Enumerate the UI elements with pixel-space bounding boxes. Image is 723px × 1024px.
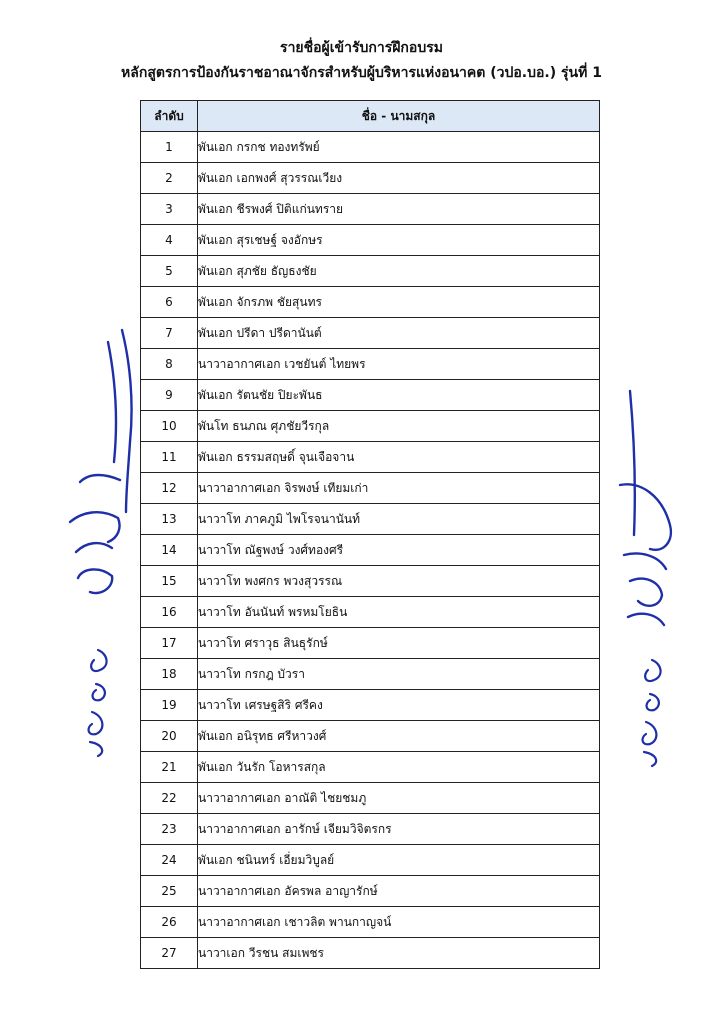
row-full-name: นาวาอากาศเอก อารักษ์ เจียมวิจิตรกร: [198, 814, 600, 845]
row-order-number: 3: [141, 194, 198, 225]
table-row: [141, 225, 600, 256]
row-order-number: 12: [141, 473, 198, 504]
row-order-number: 11: [141, 442, 198, 473]
row-full-name: นาวาเอก วีรชน สมเพชร: [198, 938, 600, 969]
table-row: [141, 504, 600, 535]
table-row: [141, 194, 600, 225]
row-order-number: 2: [141, 163, 198, 194]
table-row: [141, 783, 600, 814]
row-order-number: 1: [141, 132, 198, 163]
right-handwritten-signature: [600, 385, 690, 645]
row-order-number: 13: [141, 504, 198, 535]
row-full-name: นาวาอากาศเอก จิรพงษ์ เทียมเก่า: [198, 473, 600, 504]
table-row: [141, 721, 600, 752]
left-handwritten-signature: [60, 322, 140, 622]
table-row: [141, 411, 600, 442]
table-row: [141, 659, 600, 690]
row-full-name: นาวาอากาศเอก อาณัติ ไชยชมภู: [198, 783, 600, 814]
row-full-name: นาวาโท พงศกร พวงสุวรรณ: [198, 566, 600, 597]
table-row: [141, 163, 600, 194]
left-signature-date: [62, 640, 134, 760]
row-full-name: นาวาโท อันนันท์ พรหมโยธิน: [198, 597, 600, 628]
row-full-name: พันเอก รัตนชัย ปิยะพันธ: [198, 380, 600, 411]
document-subtitle: หลักสูตรการป้องกันราชอาณาจักรสำหรับผู้บริหารแห่งอนาคต (วปอ.บอ.) รุ่นที่ 1: [121, 65, 602, 81]
row-order-number: 6: [141, 287, 198, 318]
row-full-name: นาวาโท กรกฎ บัวรา: [198, 659, 600, 690]
table-row: [141, 907, 600, 938]
row-order-number: 20: [141, 721, 198, 752]
right-signature-date: [616, 650, 686, 770]
table-row: [141, 535, 600, 566]
row-full-name: พันเอก อนิรุทธ ศรีหาวงศ์: [198, 721, 600, 752]
table-body: [141, 132, 600, 969]
right-date-ink: [616, 650, 686, 770]
row-order-number: 27: [141, 938, 198, 969]
row-full-name: พันเอก กรกช ทองทรัพย์: [198, 132, 600, 163]
row-full-name: นาวาโท เศรษฐสิริ ศรีคง: [198, 690, 600, 721]
table-row: [141, 132, 600, 163]
row-full-name: พันเอก ชนินทร์ เอี่ยมวิบูลย์: [198, 845, 600, 876]
table-row: [141, 845, 600, 876]
table-row: [141, 442, 600, 473]
row-order-number: 16: [141, 597, 198, 628]
table-row: [141, 349, 600, 380]
row-full-name: นาวาโท ณัฐพงษ์ วงศ์ทองศรี: [198, 535, 600, 566]
table-row: [141, 256, 600, 287]
row-order-number: 7: [141, 318, 198, 349]
row-order-number: 19: [141, 690, 198, 721]
row-full-name: นาวาอากาศเอก เชาวลิต พานกาญจน์: [198, 907, 600, 938]
row-full-name: พันเอก สุภชัย ธัญธงชัย: [198, 256, 600, 287]
participant-table: [140, 100, 600, 969]
document-title: รายชื่อผู้เข้ารับการฝึกอบรม: [280, 40, 443, 56]
row-order-number: 5: [141, 256, 198, 287]
table-row: [141, 597, 600, 628]
row-full-name: นาวาอากาศเอก เวชยันต์ ไทยพร: [198, 349, 600, 380]
row-full-name: พันเอก ธรรมสฤษดิ์ จุนเจือจาน: [198, 442, 600, 473]
row-order-number: 21: [141, 752, 198, 783]
table-row: [141, 690, 600, 721]
header-full-name: ชื่อ - นามสกุล: [198, 101, 600, 132]
row-order-number: 26: [141, 907, 198, 938]
row-full-name: นาวาอากาศเอก อัครพล อาญารักษ์: [198, 876, 600, 907]
table-row: [141, 938, 600, 969]
row-full-name: พันเอก สุรเชษฐ์ จงอักษร: [198, 225, 600, 256]
row-order-number: 10: [141, 411, 198, 442]
row-full-name: พันโท ธนภณ ศุภชัยวีรกุล: [198, 411, 600, 442]
table-row: [141, 628, 600, 659]
table-row: [141, 752, 600, 783]
table-row: [141, 566, 600, 597]
header-order: ลำดับ: [141, 101, 198, 132]
table-row: [141, 473, 600, 504]
row-order-number: 22: [141, 783, 198, 814]
row-full-name: พันเอก วันรัก โอหารสกุล: [198, 752, 600, 783]
row-order-number: 9: [141, 380, 198, 411]
row-full-name: พันเอก ปรีดา ปรีดานันต์: [198, 318, 600, 349]
table-row: [141, 287, 600, 318]
left-date-ink: [62, 640, 134, 760]
table-row: [141, 814, 600, 845]
row-order-number: 8: [141, 349, 198, 380]
row-order-number: 17: [141, 628, 198, 659]
row-full-name: พันเอก จักรภพ ชัยสุนทร: [198, 287, 600, 318]
table-row: [141, 318, 600, 349]
row-full-name: นาวาโท ศราวุธ สินธุรักษ์: [198, 628, 600, 659]
row-full-name: พันเอก ชีรพงศ์ ปิติแก่นทราย: [198, 194, 600, 225]
row-order-number: 15: [141, 566, 198, 597]
table-row: [141, 876, 600, 907]
row-order-number: 18: [141, 659, 198, 690]
row-full-name: พันเอก เอกพงศ์ สุวรรณเวียง: [198, 163, 600, 194]
row-order-number: 24: [141, 845, 198, 876]
table-row: [141, 380, 600, 411]
row-full-name: นาวาโท ภาคภูมิ ไพโรจนานันท์: [198, 504, 600, 535]
row-order-number: 25: [141, 876, 198, 907]
row-order-number: 4: [141, 225, 198, 256]
row-order-number: 23: [141, 814, 198, 845]
table-header-row: [141, 101, 600, 132]
row-order-number: 14: [141, 535, 198, 566]
